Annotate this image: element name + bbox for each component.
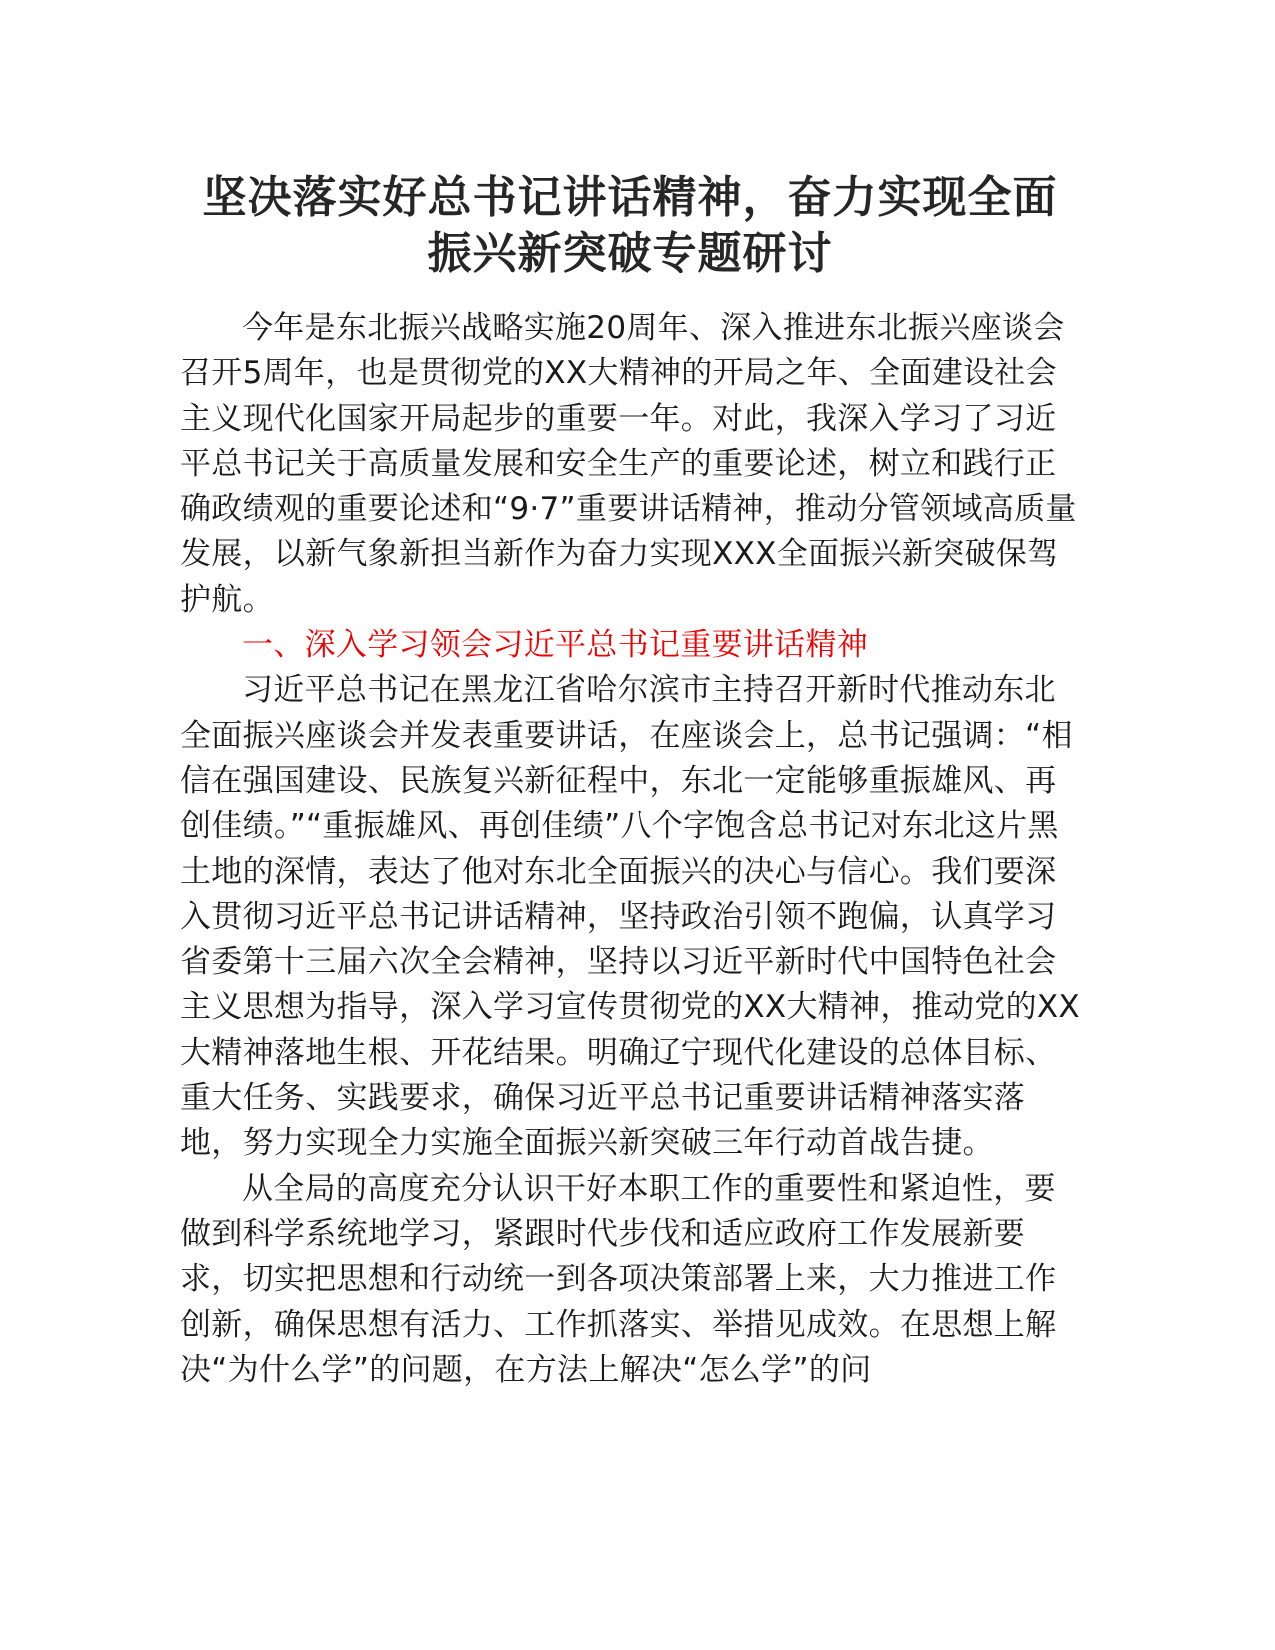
intro-paragraph: 今年是东北振兴战略实施20周年、深入推进东北振兴座谈会召开5周年，也是贯彻党的XX大精神的开局之年、全面建设社会主义现代化国家开局起步的重要一年。对此，我深入学习了习近平总书记关于高质量发展和安全生产的重要论述，树立和践行正确政绩观的重要论述和“9·7”重要讲话精神，推动分管领域高质量发展，以新气象新担当新作为奋力实现XXX全面振兴新突破保驾护航。	[180, 310, 1077, 618]
document-body	[180, 306, 1080, 1393]
body-paragraph-2: 从全局的高度充分认识干好本职工作的重要性和紧迫性，要做到科学系统地学习，紧跟时代步伐和适应政府工作发展新要求，切实把思想和行动统一到各项决策部署上来，大力推进工作创新，确保思想有活力、工作抓落实、举措见成效。在思想上解决“为什么学”的问题，在方法上解决“怎么学”的问	[180, 1170, 1057, 1388]
document-title	[180, 170, 1080, 282]
section-heading-1: 一、深入学习领会习近平总书记重要讲话精神	[242, 627, 868, 664]
body-paragraph-1: 习近平总书记在黑龙江省哈尔滨市主持召开新时代推动东北全面振兴座谈会并发表重要讲话，在座谈会上，总书记强调：“相信在强国建设、民族复兴新征程中，东北一定能够重振雄风、再创佳绩。”“重振雄风、再创佳绩”八个字饱含总书记对东北这片黑土地的深情，表达了他对东北全面振兴的决心与信心。我们要深入贯彻习近平总书记讲话精神，坚持政治引领不跑偏，认真学习省委第十三届六次全会精神，坚持以习近平新时代中国特色社会主义思想为指导，深入学习宣传贯彻党的XX大精神，推动党的XX大精神落地生根、开花结果。明确辽宁现代化建设的总体目标、重大任务、实践要求，确保习近平总书记重要讲话精神落实落地，努力实现全力实施全面振兴新突破三年行动首战告捷。	[180, 672, 1080, 1162]
document-page	[180, 170, 1080, 1393]
title-line-2: 振兴新突破专题研讨	[427, 228, 833, 279]
title-line-1: 坚决落实好总书记讲话精神，奋力实现全面	[202, 172, 1058, 223]
